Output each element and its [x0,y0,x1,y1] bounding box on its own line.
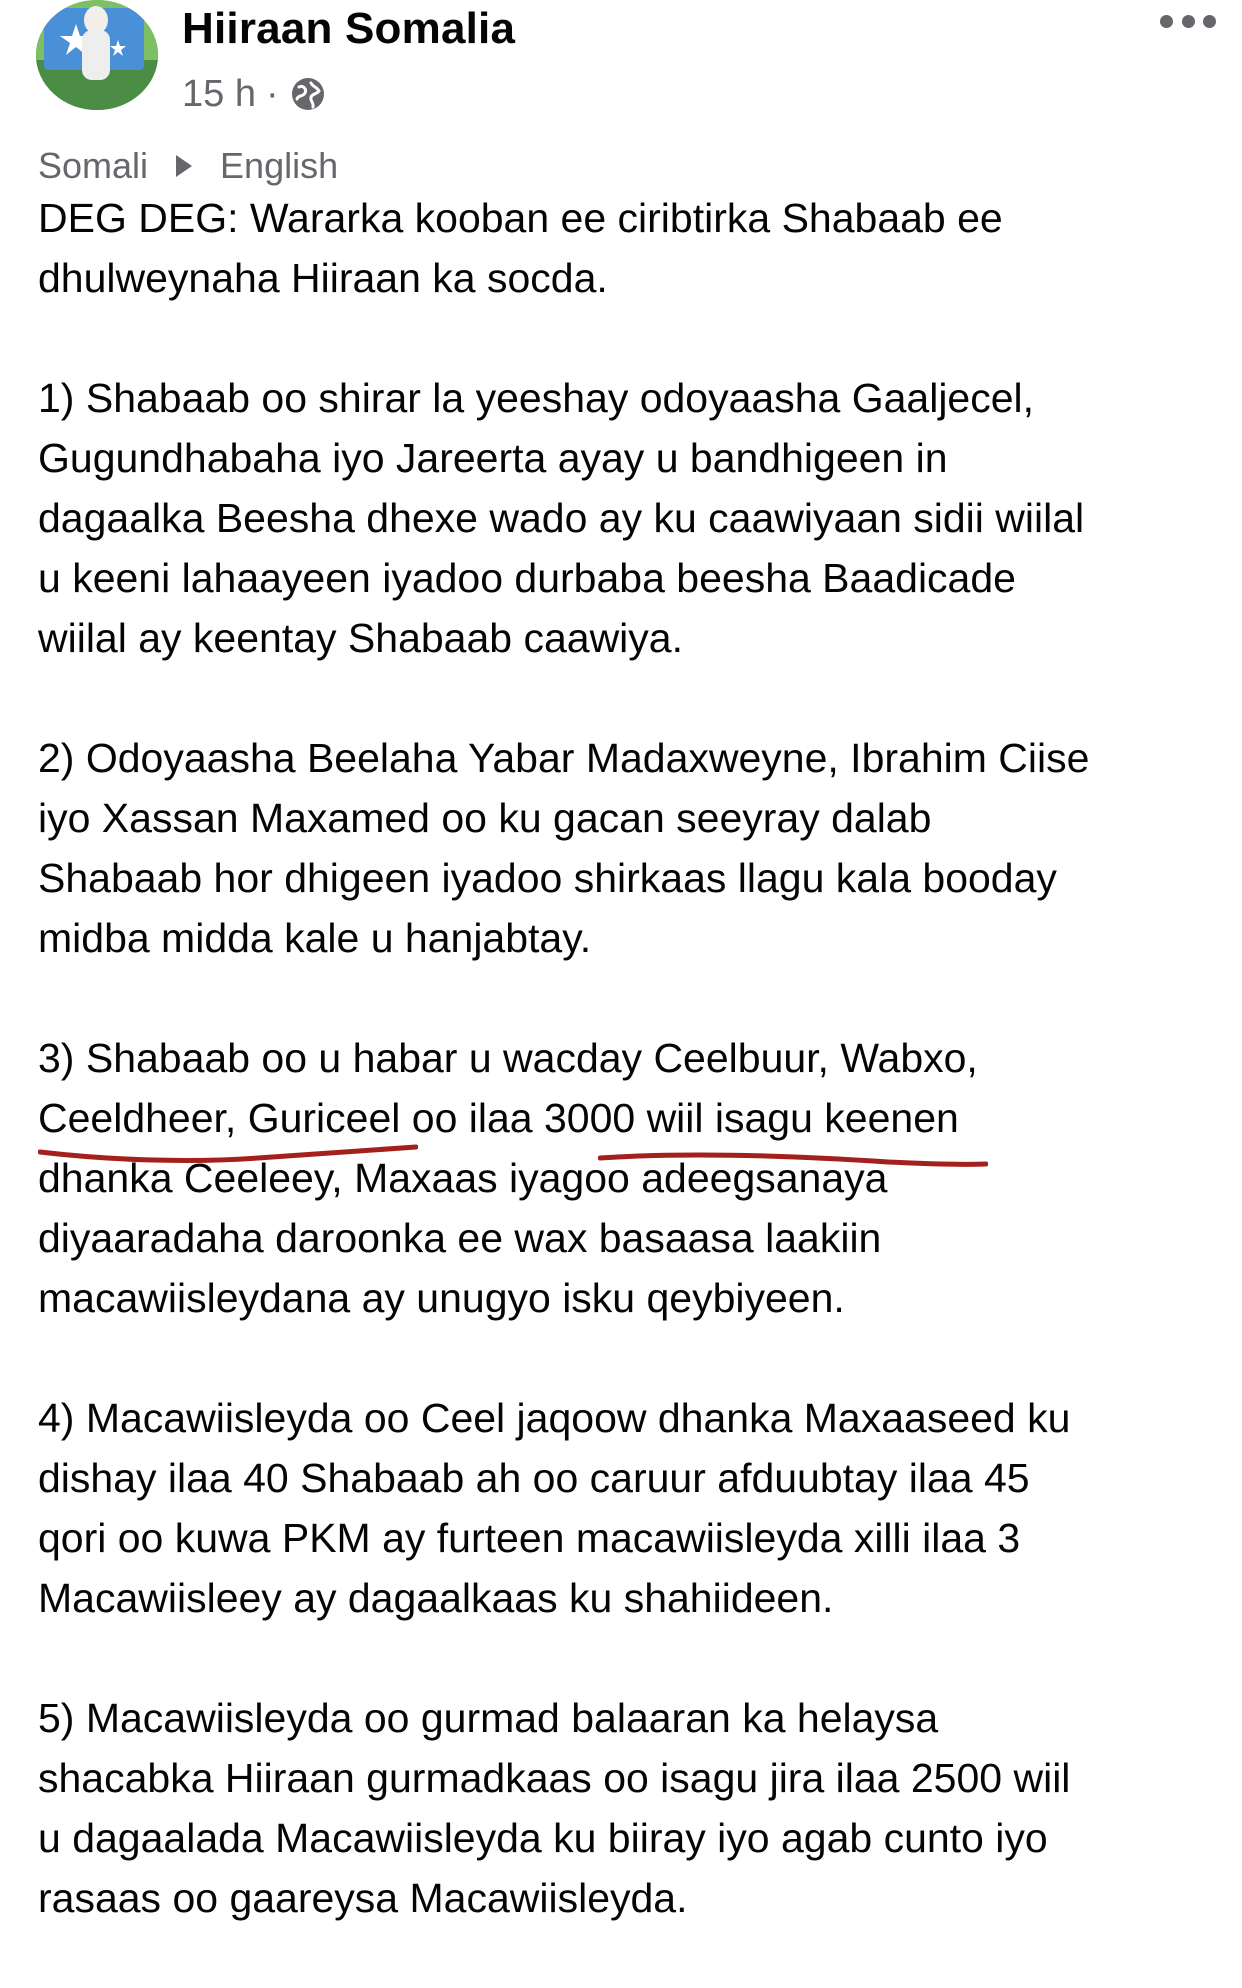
meta-separator: · [265,72,279,115]
post-item-1: 1) Shabaab oo shirar la yeeshay odoyaasha Gaaljecel, Gugundhabaha iyo Jareerta ayay u bandhigeen in dagaalka Beesha dhexe wado ay ku caawiyaan sidii wiilal u keeni lahaayeen iyadoo durbaba beesha Baadicade wiilal ay keentay Shabaab caawiya. [38,375,1085,661]
target-language[interactable]: English [220,145,339,186]
page-avatar[interactable] [36,0,158,110]
globe-icon [289,75,327,113]
post-header [0,0,1242,130]
avatar-photo [36,0,158,110]
post-item-3: 3) Shabaab oo u habar u wacday Ceelbuur, Wabxo, Ceeldheer, Guriceel oo ilaa 3000 wiil isagu keenen dhanka Ceeleey, Maxaas iyagoo adeegsanaya diyaaradaha daroonka ee wax basaasa laakiin macawiisleydana ay unugyo isku qeybiyeen. [38,1035,978,1321]
post-intro: DEG DEG: Wararka kooban ee ciribtirka Shabaab ee dhulweynaha Hiiraan ka socda. [38,195,1003,301]
post-item-2: 2) Odoyaasha Beelaha Yabar Madaxweyne, Ibrahim Ciise iyo Xassan Maxamed oo ku gacan seeyray dalab Shabaab hor dhigeen iyadoo shirkaas llagu kala booday midba midda kale u hanjabtay. [38,735,1090,961]
page-name[interactable]: Hiiraan Somalia [182,4,516,53]
post-item-4: 4) Macawiisleyda oo Ceel jaqoow dhanka Maxaaseed ku dishay ilaa 40 Shabaab ah oo caruur afduubtay ilaa 45 qori oo kuwa PKM ay furteen macawiisleyda xilli ilaa 3 Macawiisleey ay dagaalkaas ku shahiideen. [38,1395,1071,1621]
source-language[interactable]: Somali [38,145,149,186]
post-meta [182,70,327,118]
post-time[interactable]: 15 h [182,72,256,115]
translation-bar [38,142,338,190]
post-item-5: 5) Macawiisleyda oo gurmad balaaran ka helaysa shacabka Hiiraan gurmadkaas oo isagu jira ilaa 2500 wiil u dagaalada Macawiisleyda ku biiray iyo agab cunto iyo rasaas oo gaareysa Macawiisleyda. [38,1695,1071,1921]
translate-arrow-icon [174,153,194,179]
post-text [38,188,1218,1988]
more-options-icon[interactable] [1160,8,1216,34]
